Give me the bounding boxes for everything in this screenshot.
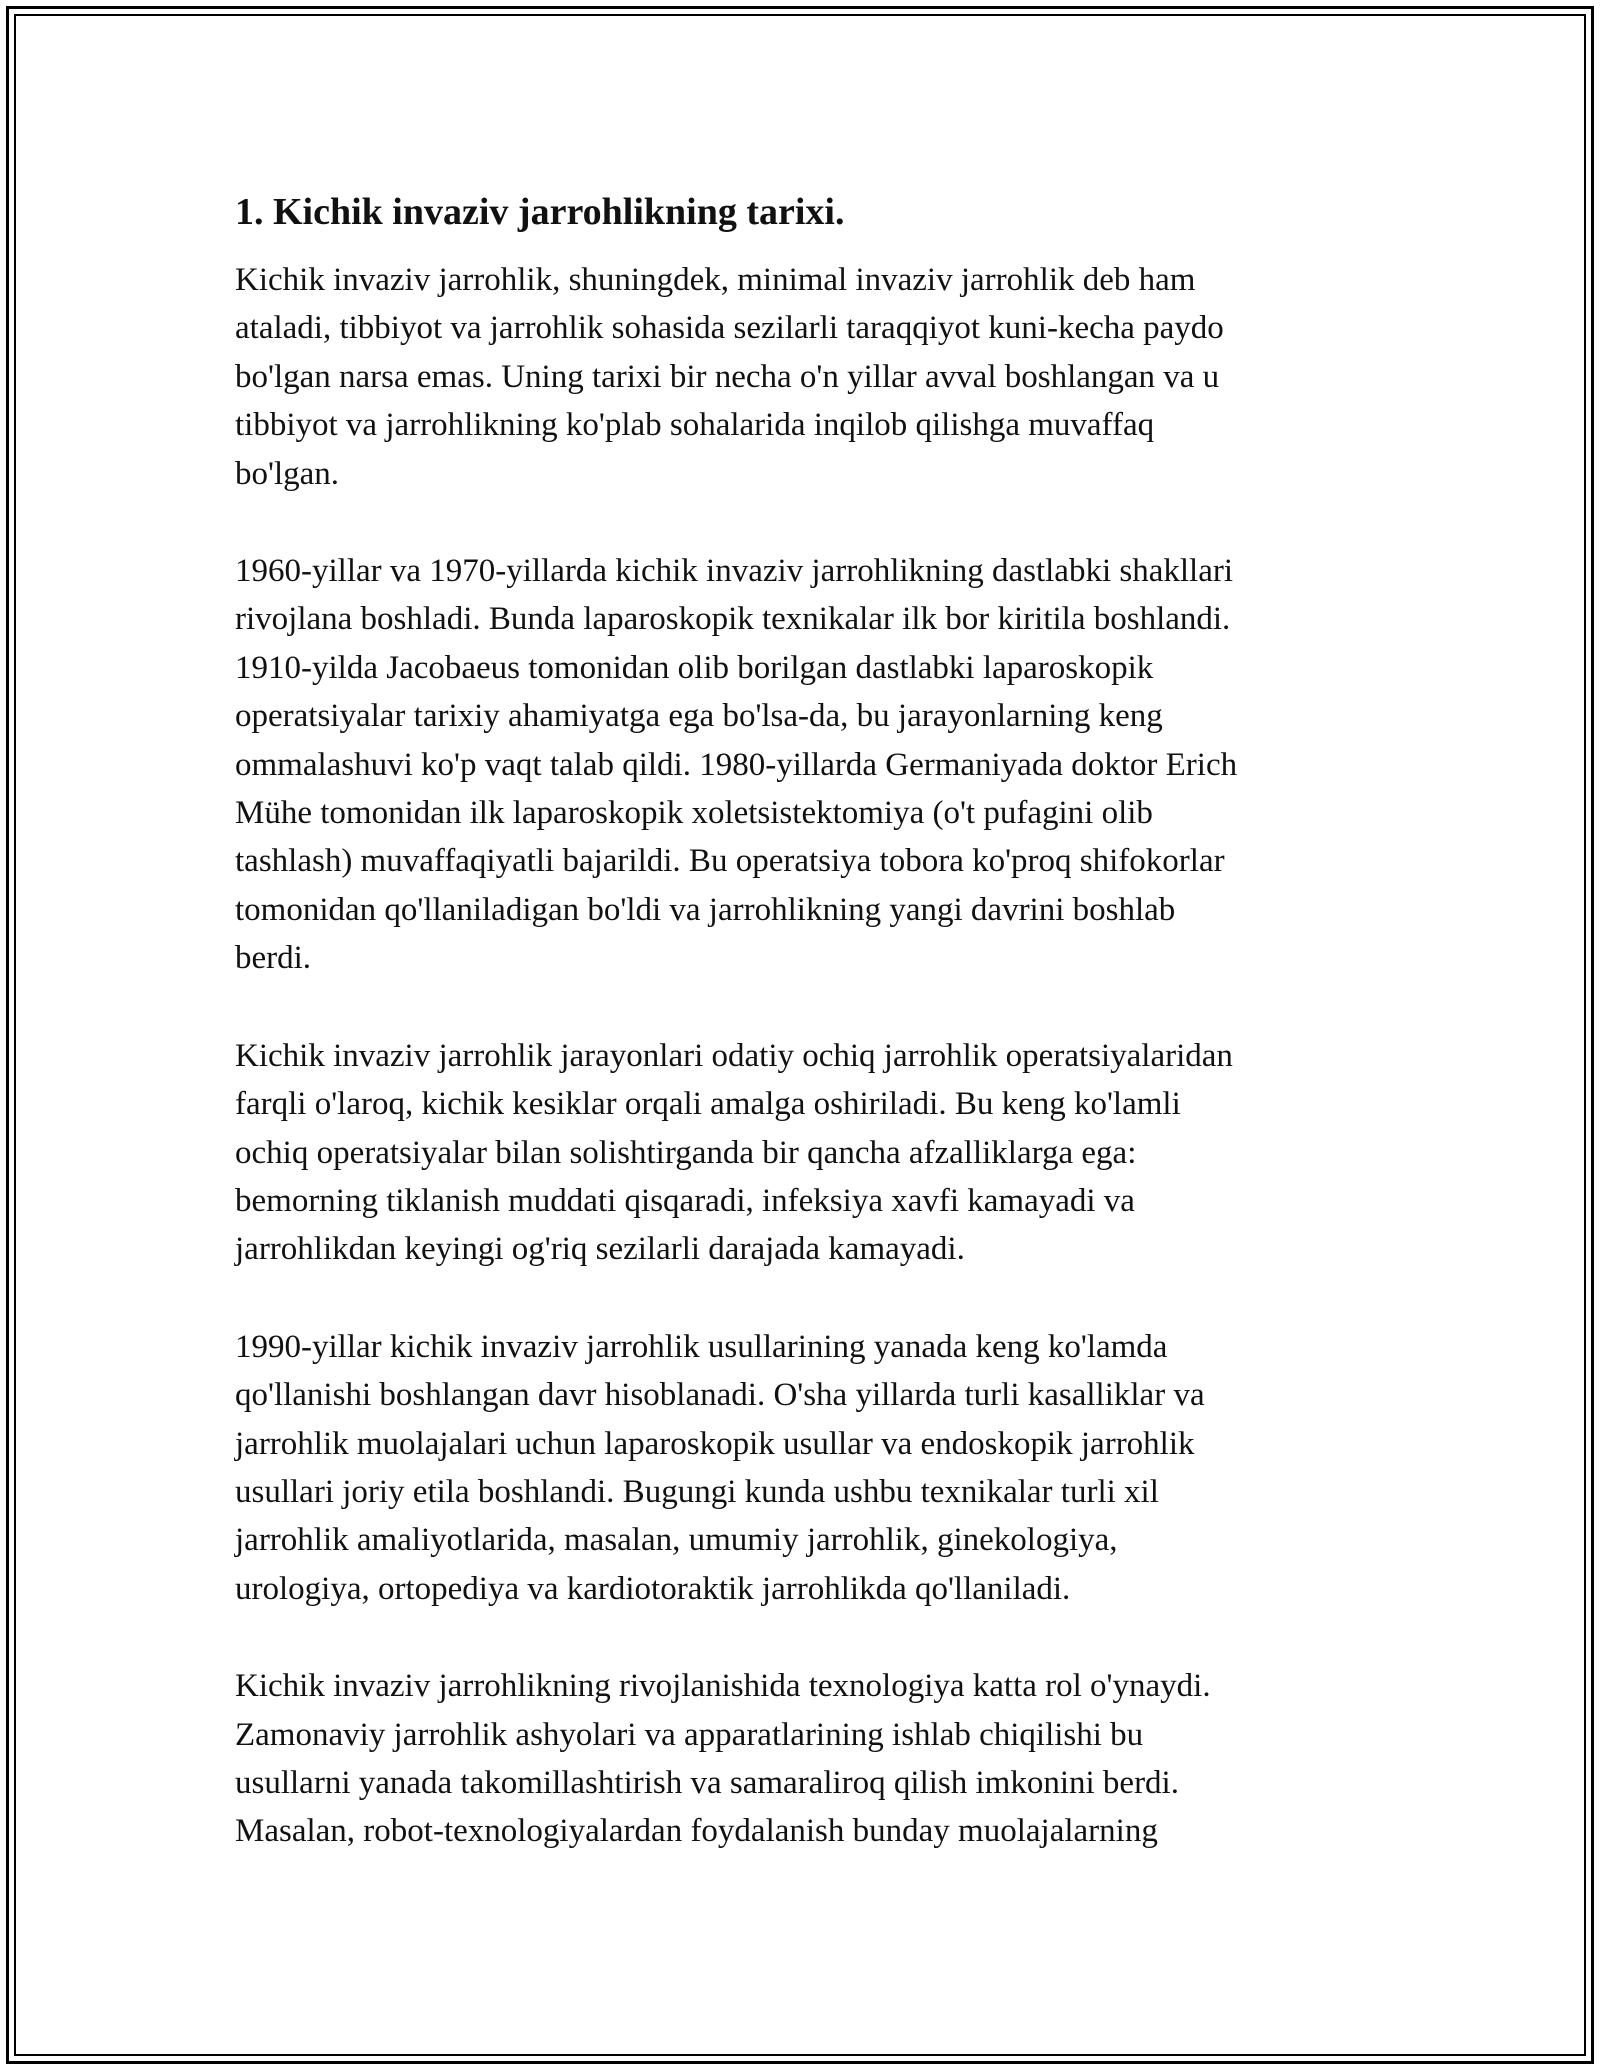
text-line: jarrohlik muolajalari uchun laparoskopik usullar va endoskopik jarrohlik bbox=[235, 1425, 1195, 1462]
text-line: bemorning tiklanish muddati qisqaradi, infeksiya xavfi kamayadi va bbox=[235, 1182, 1135, 1219]
text-line: ochiq operatsiyalar bilan solishtirganda bir qancha afzalliklarga ega: bbox=[235, 1134, 1137, 1171]
text-line: farqli o'laroq, kichik kesiklar orqali amalga oshiriladi. Bu keng ko'lamli bbox=[235, 1086, 1181, 1123]
text-line: rivojlana boshladi. Bunda laparoskopik texnikalar ilk bor kiritila boshlandi. bbox=[235, 601, 1231, 638]
text-line: tashlash) muvaffaqiyatli bajarildi. Bu operatsiya tobora ko'proq shifokorlar bbox=[235, 843, 1225, 880]
text-line: operatsiyalar tarixiy ahamiyatga ega bo'lsa-da, bu jarayonlarning keng bbox=[235, 698, 1163, 735]
text-line: 1990-yillar kichik invaziv jarrohlik usullarining yanada keng ko'lamda bbox=[235, 1328, 1168, 1365]
paragraph bbox=[235, 547, 1365, 983]
text-line: Kichik invaziv jarrohlikning rivojlanishida texnologiya katta rol o'ynaydi. bbox=[235, 1668, 1211, 1705]
text-line: Mühe tomonidan ilk laparoskopik xoletsistektomiya (o't pufagini olib bbox=[235, 795, 1153, 832]
text-line: 1910-yilda Jacobaeus tomonidan olib borilgan dastlabki laparoskopik bbox=[235, 649, 1154, 686]
paragraph bbox=[235, 1323, 1365, 1613]
text-line: urologiya, ortopediya va kardiotoraktik jarrohlikda qo'llaniladi. bbox=[235, 1570, 1071, 1607]
text-line: bo'lgan. bbox=[235, 455, 340, 492]
text-line: jarrohlikdan keyingi og'riq sezilarli darajada kamayadi. bbox=[235, 1231, 965, 1268]
text-line: qo'llanishi boshlangan davr hisoblanadi. O'sha yillarda turli kasalliklar va bbox=[235, 1377, 1205, 1414]
paragraph bbox=[235, 1032, 1365, 1274]
text-line: ataladi, tibbiyot va jarrohlik sohasida sezilarli taraqqiyot kuni-kecha paydo bbox=[235, 310, 1224, 347]
text-line: Kichik invaziv jarrohlik, shuningdek, minimal invaziv jarrohlik deb ham bbox=[235, 262, 1196, 298]
text-line: 1960-yillar va 1970-yillarda kichik invaziv jarrohlikning dastlabki shakllari bbox=[235, 553, 1233, 590]
text-line: Zamonaviy jarrohlik ashyolari va apparatlarining ishlab chiqilishi bu bbox=[235, 1716, 1144, 1753]
text-line: ommalashuvi ko'p vaqt talab qildi. 1980-yillarda Germaniyada doktor Erich bbox=[235, 746, 1238, 783]
text-line: tibbiyot va jarrohlikning ko'plab sohalarida inqilob qilishga muvaffaq bbox=[235, 407, 1155, 444]
text-line: usullarni yanada takomillashtirish va samaraliroq qilish imkonini berdi. bbox=[235, 1764, 1179, 1801]
paragraph bbox=[235, 1662, 1365, 1856]
paragraph bbox=[235, 256, 1365, 498]
text-line: tomonidan qo'llaniladigan bo'ldi va jarrohlikning yangi davrini boshlab bbox=[235, 891, 1176, 928]
document-body bbox=[235, 186, 1365, 1905]
section-heading: 1. Kichik invaziv jarrohlikning tarixi. bbox=[235, 191, 845, 233]
text-line: bo'lgan narsa emas. Uning tarixi bir necha o'n yillar avval boshlangan va u bbox=[235, 358, 1220, 395]
text-line: berdi. bbox=[235, 940, 312, 977]
text-line: jarrohlik amaliyotlarida, masalan, umumiy jarrohlik, ginekologiya, bbox=[235, 1522, 1118, 1559]
text-line: usullari joriy etila boshlandi. Bugungi kunda ushbu texnikalar turli xil bbox=[235, 1473, 1159, 1510]
text-line: Kichik invaziv jarrohlik jarayonlari odatiy ochiq jarrohlik operatsiyalaridan bbox=[235, 1037, 1233, 1074]
text-line: Masalan, robot-texnologiyalardan foydalanish bunday muolajalarning bbox=[235, 1813, 1158, 1850]
paragraph-list bbox=[235, 256, 1365, 1856]
